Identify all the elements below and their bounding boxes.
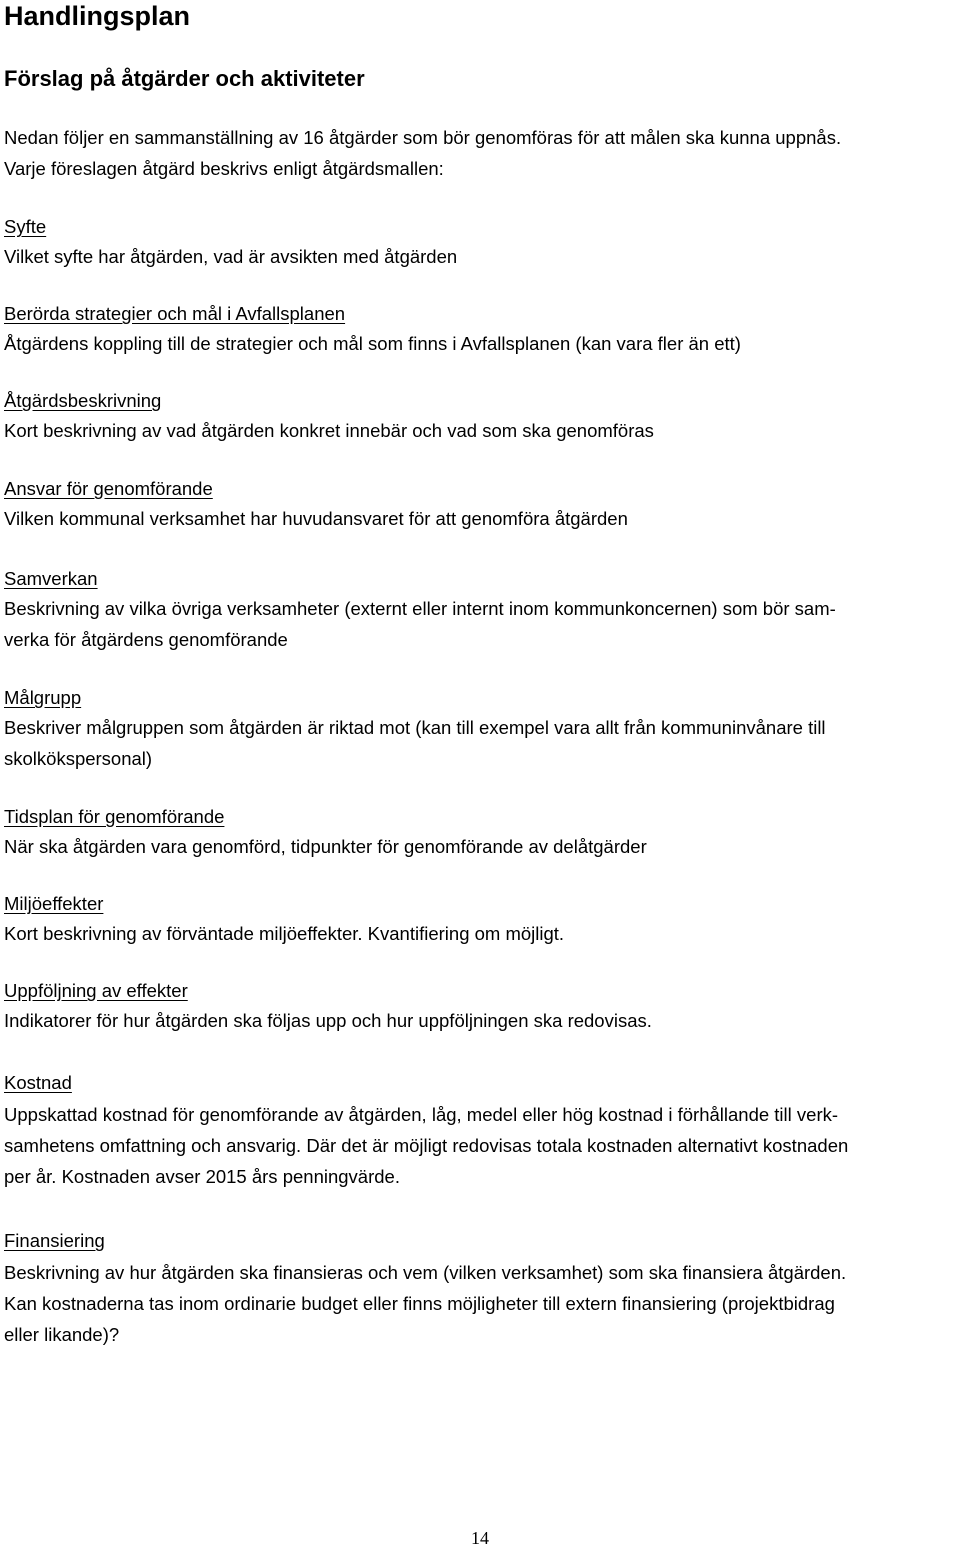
section-heading: Åtgärdsbeskrivning — [4, 390, 162, 411]
section-uppfoljning — [4, 977, 956, 1036]
intro-line: Varje föreslagen åtgärd beskrivs enligt åtgärdsmallen: — [4, 158, 444, 179]
section-heading: Målgrupp — [4, 687, 82, 708]
section-heading: Miljöeffekter — [4, 893, 104, 914]
section-heading: Kostnad — [4, 1072, 72, 1093]
description-line: Beskrivning av vilka övriga verksamheter (externt eller internt inom kommunkoncernen) som bör sam- — [4, 598, 836, 619]
section-description — [4, 415, 956, 446]
section-finansiering — [4, 1227, 956, 1350]
section-tidsplan — [4, 803, 956, 862]
intro-line: Nedan följer en sammanställning av 16 åtgärder som bör genomföras för att målen ska kunna uppnås. — [4, 127, 842, 148]
description-line: per år. Kostnaden avser 2015 års penningvärde. — [4, 1166, 400, 1187]
section-kostnad — [4, 1069, 956, 1192]
section-description — [4, 831, 956, 862]
description-line: Åtgärdens koppling till de strategier och mål som finns i Avfallsplanen (kan vara fler än ett) — [4, 333, 741, 354]
section-description — [4, 712, 956, 774]
intro-paragraph — [4, 122, 956, 184]
section-samverkan — [4, 565, 956, 655]
description-line: Vilket syfte har åtgärden, vad är avsikten med åtgärden — [4, 246, 458, 267]
section-description — [4, 503, 956, 534]
section-description — [4, 241, 956, 272]
description-line: eller likande)? — [4, 1324, 120, 1345]
description-line: Uppskattad kostnad för genomförande av åtgärden, låg, medel eller hög kostnad i förhållande till verk- — [4, 1104, 839, 1125]
section-heading: Finansiering — [4, 1230, 105, 1251]
section-description — [4, 1257, 956, 1350]
section-heading: Tidsplan för genomförande — [4, 806, 225, 827]
description-line: skolkökspersonal) — [4, 748, 153, 769]
description-line: Kort beskrivning av förväntade miljöeffekter. Kvantifiering om möjligt. — [4, 923, 565, 944]
description-line: samhetens omfattning och ansvarig. Där det är möjligt redovisas totala kostnaden alternativt kostnaden — [4, 1135, 849, 1156]
description-line: verka för åtgärdens genomförande — [4, 629, 288, 650]
description-line: Beskrivning av hur åtgärden ska finansieras och vem (vilken verksamhet) som ska finansiera åtgärden. — [4, 1262, 847, 1283]
section-heading: Berörda strategier och mål i Avfallsplanen — [4, 303, 346, 324]
page-number: 14 — [471, 1528, 489, 1548]
section-heading: Uppföljning av effekter — [4, 980, 188, 1001]
description-line: Kan kostnaderna tas inom ordinarie budget eller finns möjligheter till extern finansiering (projektbidrag — [4, 1293, 835, 1314]
section-description — [4, 1005, 956, 1036]
description-line: Beskriver målgruppen som åtgärden är riktad mot (kan till exempel vara allt från kommuninvånare till — [4, 717, 826, 738]
description-line: Vilken kommunal verksamhet har huvudansvaret för att genomföra åtgärden — [4, 508, 628, 529]
section-ansvar — [4, 475, 956, 534]
section-heading: Samverkan — [4, 568, 98, 589]
section-malgrupp — [4, 684, 956, 774]
section-description — [4, 593, 956, 655]
section-syfte — [4, 213, 956, 272]
description-line: När ska åtgärden vara genomförd, tidpunkter för genomförande av delåtgärder — [4, 836, 647, 857]
section-description — [4, 918, 956, 949]
page-title: Handlingsplan — [4, 1, 191, 31]
page-subtitle: Förslag på åtgärder och aktiviteter — [4, 66, 365, 91]
description-line: Indikatorer för hur åtgärden ska följas upp och hur uppföljningen ska redovisas. — [4, 1010, 652, 1031]
description-line: Kort beskrivning av vad åtgärden konkret innebär och vad som ska genomföras — [4, 420, 654, 441]
section-atgardsbeskrivning — [4, 387, 956, 446]
section-description — [4, 1099, 956, 1192]
section-berorda-strategier — [4, 300, 956, 359]
section-heading: Ansvar för genomförande — [4, 478, 213, 499]
section-miljoeffekter — [4, 890, 956, 949]
section-heading: Syfte — [4, 216, 47, 237]
section-description — [4, 328, 956, 359]
